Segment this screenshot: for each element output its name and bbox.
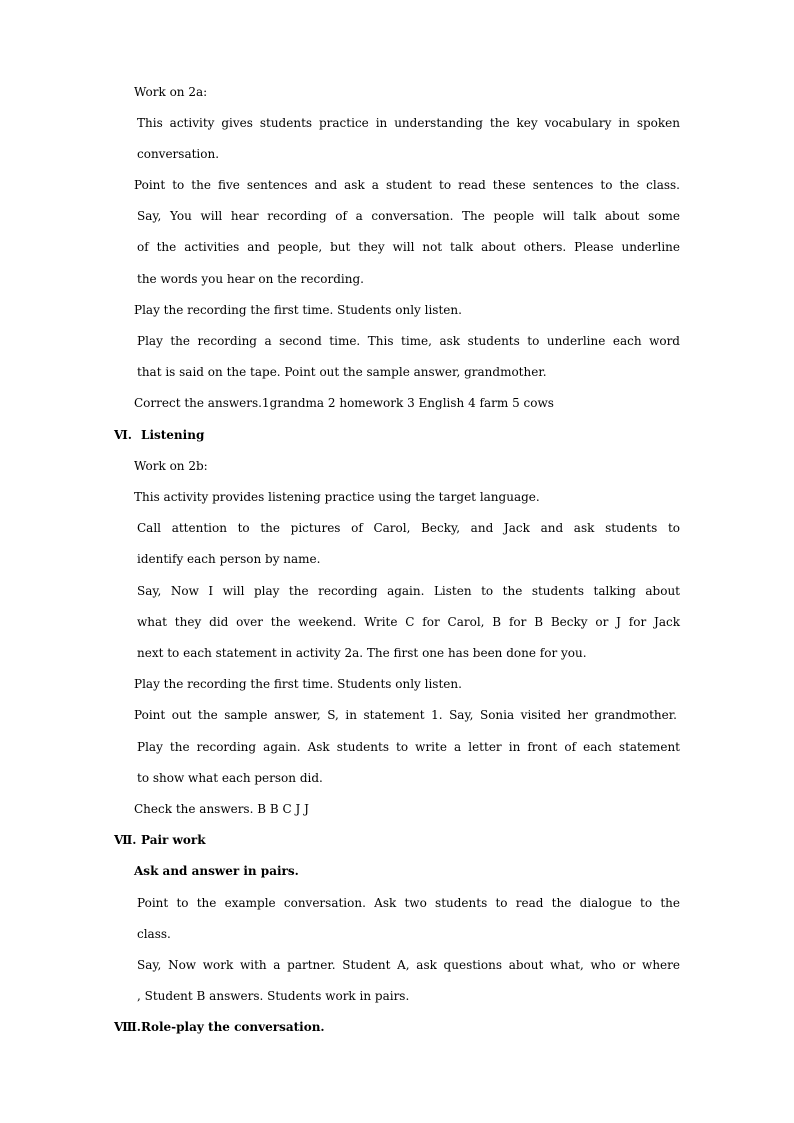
body-text-line: Play the recording the first time. Students only listen.: [134, 677, 462, 691]
section-heading: [114, 832, 206, 848]
section-numeral: Ⅷ.: [114, 1020, 141, 1034]
body-text-line: Work on 2a:: [134, 85, 208, 99]
body-text-line: Play the recording a second time. This time, ask students to underline each word: [137, 334, 680, 348]
body-text-line: Point to the example conversation. Ask two students to read the dialogue to the: [137, 896, 680, 910]
body-text-line: This activity provides listening practice using the target language.: [134, 490, 540, 504]
section-title: Pair work: [141, 833, 206, 847]
body-text-line: Work on 2b:: [134, 459, 208, 473]
body-text-line: Say, Now work with a partner. Student A, ask questions about what, who or where: [137, 958, 680, 972]
section-title: Role-play the conversation.: [141, 1020, 325, 1034]
body-text-line: This activity gives students practice in understanding the key vocabulary in spoken: [137, 116, 680, 130]
body-text-line: next to each statement in activity 2a. The first one has been done for you.: [137, 646, 587, 660]
body-text-line: Play the recording again. Ask students to write a letter in front of each statement: [137, 740, 680, 754]
body-text-line: Ask and answer in pairs.: [134, 864, 299, 878]
body-text-line: to show what each person did.: [137, 771, 323, 785]
body-text-line: that is said on the tape. Point out the sample answer, grandmother.: [137, 365, 547, 379]
body-text-line: Play the recording the first time. Students only listen.: [134, 303, 462, 317]
section-numeral: Ⅵ.: [114, 428, 132, 442]
body-text-line: identify each person by name.: [137, 552, 321, 566]
body-text-line: class.: [137, 927, 171, 941]
body-text-line: Point out the sample answer, S, in statement 1. Say, Sonia visited her grandmother.: [134, 708, 677, 722]
body-text-line: the words you hear on the recording.: [137, 272, 364, 286]
body-text-line: Correct the answers.1grandma 2 homework 3 English 4 farm 5 cows: [134, 396, 554, 410]
section-title: Listening: [141, 428, 205, 442]
body-text-line: what they did over the weekend. Write C for Carol, B for B Becky or J for Jack: [137, 615, 680, 629]
body-text-line: of the activities and people, but they will not talk about others. Please underline: [137, 240, 680, 254]
body-text-line: Call attention to the pictures of Carol, Becky, and Jack and ask students to: [137, 521, 680, 535]
body-text-line: Say, Now I will play the recording again. Listen to the students talking about: [137, 584, 680, 598]
section-numeral: Ⅶ.: [114, 833, 137, 847]
section-heading: [114, 1019, 325, 1035]
body-text-line: Point to the five sentences and ask a student to read these sentences to the class.: [134, 178, 680, 192]
body-text-line: Say, You will hear recording of a conversation. The people will talk about some: [137, 209, 680, 223]
body-text-line: Check the answers. B B C J J: [134, 802, 309, 816]
section-heading: [114, 427, 204, 443]
body-text-line: conversation.: [137, 147, 220, 161]
body-text-line: , Student B answers. Students work in pairs.: [137, 989, 410, 1003]
